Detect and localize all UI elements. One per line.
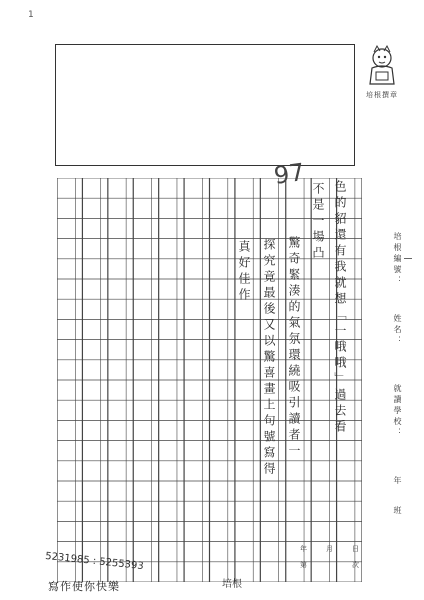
date-year-label: 年 (300, 545, 307, 553)
footer-slogan: 寫作使你快樂 (48, 580, 120, 593)
teacher-comment-box (55, 44, 355, 166)
date-day-label: 日 (352, 545, 359, 553)
date-times-label: 次 (352, 561, 359, 569)
mascot-logo-icon (362, 44, 402, 92)
essay-column-1: 色的貂還有我就想「一哦哦」過去看 (333, 180, 347, 436)
label-school: 就讀學校： (393, 384, 402, 439)
tick-mark (404, 258, 412, 259)
date-ordinal-label: 第 (300, 561, 307, 569)
label-class: 班 (393, 506, 402, 517)
label-name: 姓名： (393, 314, 402, 347)
label-id-number: 培根編號： (393, 232, 402, 287)
essay-column-5: 真好佳作 (237, 240, 251, 304)
logo-caption: 培根撰章 (366, 91, 398, 99)
date-month-label: 月 (326, 545, 333, 553)
essay-column-4: 探究竟最後又以驚喜畫上句號寫得 (262, 238, 276, 478)
essay-column-2: 不是一場凸 (311, 182, 325, 262)
footer-id-numbers: 5231985 : 5255393 (44, 550, 145, 573)
corner-mark: 1 (28, 10, 34, 20)
grade-mark: 97 (272, 158, 307, 190)
label-year: 年 (393, 476, 402, 487)
signature: 培根 (222, 579, 242, 590)
essay-column-3: 驚奇緊湊的氣氛環繞吸引讀者一 (287, 236, 301, 460)
